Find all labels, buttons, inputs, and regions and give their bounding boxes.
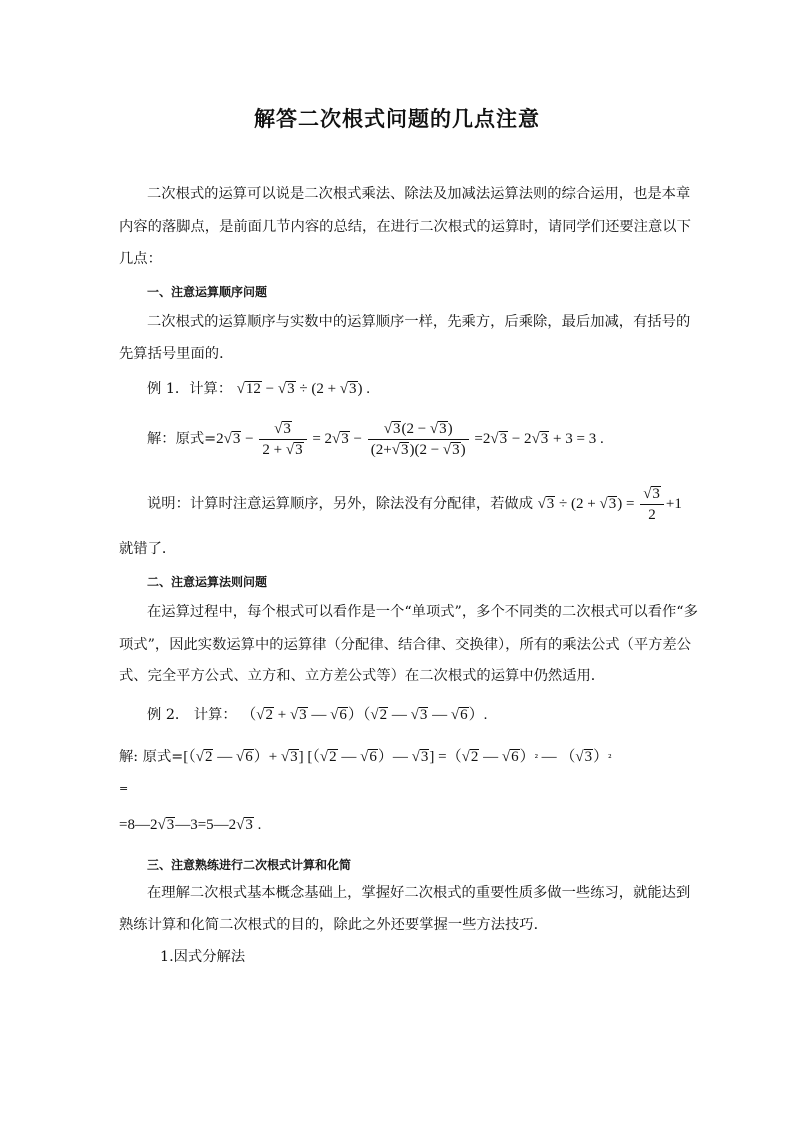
intro-line-3: 几点： (119, 251, 162, 267)
section1-text-1: 二次根式的运算顺序与实数中的运算顺序一样，先乘方，后乘除，最后加减，有括号的 (147, 314, 691, 330)
solution-2-expression: [（√2 — √6）+ √3] [（√2 — √6）— √3] =（√2 — √6）² — （√3）² (183, 749, 612, 765)
section3-item-1: 1.因式分解法 (160, 949, 246, 965)
section2-text-1: 在运算过程中，每个根式可以看作是一个“单项式”，多个不同类的二次根式可以看作“多 (147, 604, 698, 620)
solution-1 (147, 420, 604, 459)
section1-heading: 一、注意运算顺序问题 (147, 285, 268, 299)
note-1-tail: 就错了． (119, 541, 177, 557)
section2-text-3: 式、完全平方公式、立方和、立方差公式等）在二次根式的运算中仍然适用． (119, 668, 606, 684)
solution-2-label: 解: 原式= (119, 749, 184, 765)
section3-text-2: 熟练计算和化简二次根式的目的，除此之外还要掌握一些方法技巧． (119, 917, 548, 933)
example-1-expression: √12 − √3 ÷ (2 + √3) . (236, 381, 371, 397)
intro-line-1: 二次根式的运算可以说是二次根式乘法、除法及加减法运算法则的综合运用，也是本章 (147, 186, 691, 202)
page-title: 解答二次根式问题的几点注意 (254, 107, 540, 131)
example-1-label: 例 1．计算： (147, 381, 233, 397)
example-2-expression: （√2 + √3 — √6）（√2 — √3 — √6）. (241, 707, 488, 723)
section2-heading: 二、注意运算法则问题 (147, 575, 268, 589)
section2-text-2: 项式”，因此实数运算中的运算律（分配律、结合律、交换律），所有的乘法公式（平方差公 (119, 637, 692, 653)
note-1 (147, 485, 682, 524)
note-1-expression: √3 ÷ (2 + √3) = $\frac{√3}{2}$ +1 (537, 486, 682, 523)
solution-1-result: 3 (588, 430, 597, 447)
example-1 (147, 378, 370, 398)
example-2-label: 例 2． 计算： (147, 707, 237, 723)
note-1-label: 说明：计算时注意运算顺序，另外，除法没有分配律，若做成 (147, 495, 534, 512)
section3-heading: 三、注意熟练进行二次根式计算和化简 (147, 858, 352, 872)
intro-line-2: 内容的落脚点，是前面几节内容的总结，在进行二次根式的运算时，请同学们还要注意以下 (119, 219, 691, 235)
section1-text-2: 先算括号里面的． (119, 346, 234, 362)
solution-1-label: 解：原式= (147, 430, 217, 447)
example-2 (147, 703, 487, 724)
section3-text-1: 在理解二次根式基本概念基础上，掌握好二次根式的重要性质多做一些练习，就能达到 (147, 885, 691, 901)
solution-2-eq: = (119, 782, 129, 795)
solution-1-expression: 2√3 − $\frac{√3}{2 + √3}$ = 2√3 − $\frac{√3(2 - √3)}{(2+√3)(2 - √3)}$ =2√3 − 2√3 + 3 = 3 . (216, 421, 604, 458)
solution-2-final: =8—2√3—3=5—2√3 . (119, 817, 262, 833)
solution-2 (119, 745, 611, 766)
